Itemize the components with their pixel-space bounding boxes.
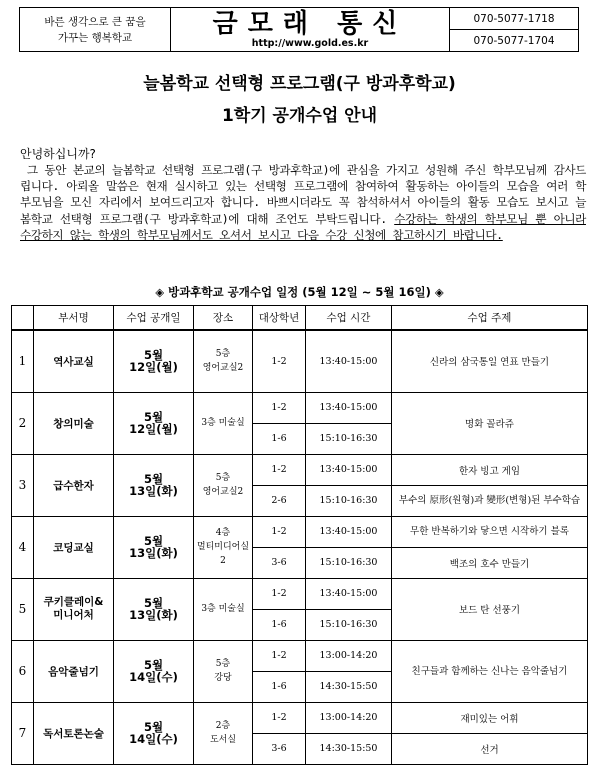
place: 3층 미술실 [194,578,253,640]
schedule-title: ◈ 방과후학교 공개수업 일정 (5월 12일 ~ 5월 16일) ◈ [155,285,444,299]
table-row [12,578,588,609]
class-time: 13:40-15:00 [306,392,392,423]
dept-name: 창의미술 [34,392,114,454]
open-date: 5월 12일(월) [114,330,194,392]
greeting: 안녕하십니까? [20,147,96,161]
doc-title-line1: 늘봄학교 선택형 프로그램(구 방과후학교) [143,74,456,94]
grade: 2-6 [253,485,306,516]
class-time: 13:40-15:00 [306,516,392,547]
col-dept: 부서명 [34,306,114,331]
grade: 1-6 [253,423,306,454]
table-row [12,454,588,485]
grade: 1-2 [253,640,306,671]
row-number: 1 [12,330,34,392]
topic: 신라의 삼국통일 연표 만들기 [392,330,588,392]
row-number: 3 [12,454,34,516]
class-time: 15:10-16:30 [306,423,392,454]
class-time: 15:10-16:30 [306,609,392,640]
dept-name: 독서토론논술 [34,702,114,764]
grade: 1-2 [253,702,306,733]
place: 2층 도서실 [194,702,253,764]
open-date: 5월 14일(수) [114,702,194,764]
dept-name: 음악줄넘기 [34,640,114,702]
phone-1: 070-5077-1718 [450,8,578,30]
open-date: 5월 12일(월) [114,392,194,454]
open-date: 5월 13일(화) [114,454,194,516]
topic: 재미있는 어휘 [392,702,588,733]
class-time: 15:10-16:30 [306,485,392,516]
class-time: 13:00-14:20 [306,640,392,671]
grade: 1-6 [253,671,306,702]
class-time: 14:30-15:50 [306,671,392,702]
table-row [12,640,588,671]
col-date: 수업 공개일 [114,306,194,331]
col-place: 장소 [194,306,253,331]
table-row [12,392,588,423]
topic: 보드 탄 선풍기 [392,578,588,640]
table-row [12,516,588,547]
phone-2: 070-5077-1704 [473,34,555,47]
schedule-table [11,305,588,765]
school-url[interactable]: http://www.gold.es.kr [251,38,369,49]
place: 5층 강당 [194,640,253,702]
topic: 백조의 호수 만들기 [392,547,588,578]
contact-phones [449,8,578,51]
dept-name: 역사교실 [34,330,114,392]
grade: 1-6 [253,609,306,640]
grade: 1-2 [253,392,306,423]
class-time: 14:30-15:50 [306,733,392,764]
doc-title-line2: 1학기 공개수업 안내 [221,106,378,126]
topic: 한자 빙고 게임 [392,454,588,485]
col-time: 수업 시간 [306,306,392,331]
body-underlined: 수강하는 학생의 학부모님 뿐 아니라 수강하지 않는 학생의 학부모님께서도 오셔서 보시고 다음 수강 신청에 참고하시기 바랍니다. [20,211,586,242]
topic: 부수의 原形(원형)과 變形(변형)된 부수학습 [392,485,588,516]
open-date: 5월 14일(수) [114,640,194,702]
col-number [12,306,34,331]
grade: 1-2 [253,578,306,609]
table-row [12,702,588,733]
newsletter-header [19,7,579,52]
row-number: 5 [12,578,34,640]
class-time: 15:10-16:30 [306,547,392,578]
table-header-row [12,306,588,331]
col-topic: 수업 주제 [392,306,588,331]
dept-name: 코딩교실 [34,516,114,578]
place: 5층 영어교실2 [194,330,253,392]
class-time: 13:40-15:00 [306,454,392,485]
class-time: 13:00-14:20 [306,702,392,733]
topic: 친구들과 함께하는 신나는 음악줄넘기 [392,640,588,702]
grade: 1-2 [253,330,306,392]
school-slogan [20,8,171,51]
row-number: 7 [12,702,34,764]
table-row [12,330,588,392]
body-main: 그 동안 본교의 늘봄학교 선택형 프로그램(구 방과후학교)에 관심을 가지고 성원해 주신 학부모님께 감사드립니다. 아뢰올 말씀은 현재 실시하고 있는 선택형 프로그램에 참여하여 활동하는 아이들의 모습을 여러 학부모님을 모신 자리에서 보여드리고자 합니다. 바쁘시더라도 꼭 참석하셔서 아이들의 활동 모습도 보시고 늘봄학교 선택형 프로그램(구 방과후학교)에 대해 조언도 부탁드립니다. [20,163,586,226]
class-time: 13:40-15:00 [306,578,392,609]
grade: 3-6 [253,733,306,764]
dept-name: 급수한자 [34,454,114,516]
topic: 선거 [392,733,588,764]
slogan-line1: 바른 생각으로 큰 꿈을 [44,15,146,28]
slogan-line2: 가꾸는 행복학교 [57,31,133,44]
newsletter-masthead [171,8,449,51]
col-grade: 대상학년 [253,306,306,331]
row-number: 2 [12,392,34,454]
topic: 무한 반복하기와 닿으면 시작하기 블록 [392,516,588,547]
row-number: 6 [12,640,34,702]
grade: 3-6 [253,547,306,578]
topic: 명화 꼴라쥬 [392,392,588,454]
place: 3층 미술실 [194,392,253,454]
open-date: 5월 13일(화) [114,516,194,578]
place: 5층 영어교실2 [194,454,253,516]
open-date: 5월 13일(화) [114,578,194,640]
place: 4층 멀티미디어실2 [194,516,253,578]
class-time: 13:40-15:00 [306,330,392,392]
body-paragraph [20,162,586,243]
grade: 1-2 [253,516,306,547]
grade: 1-2 [253,454,306,485]
newsletter-title: 금모래 통신 [212,9,408,39]
row-number: 4 [12,516,34,578]
dept-name: 쿠키클레이& 미니어처 [34,578,114,640]
